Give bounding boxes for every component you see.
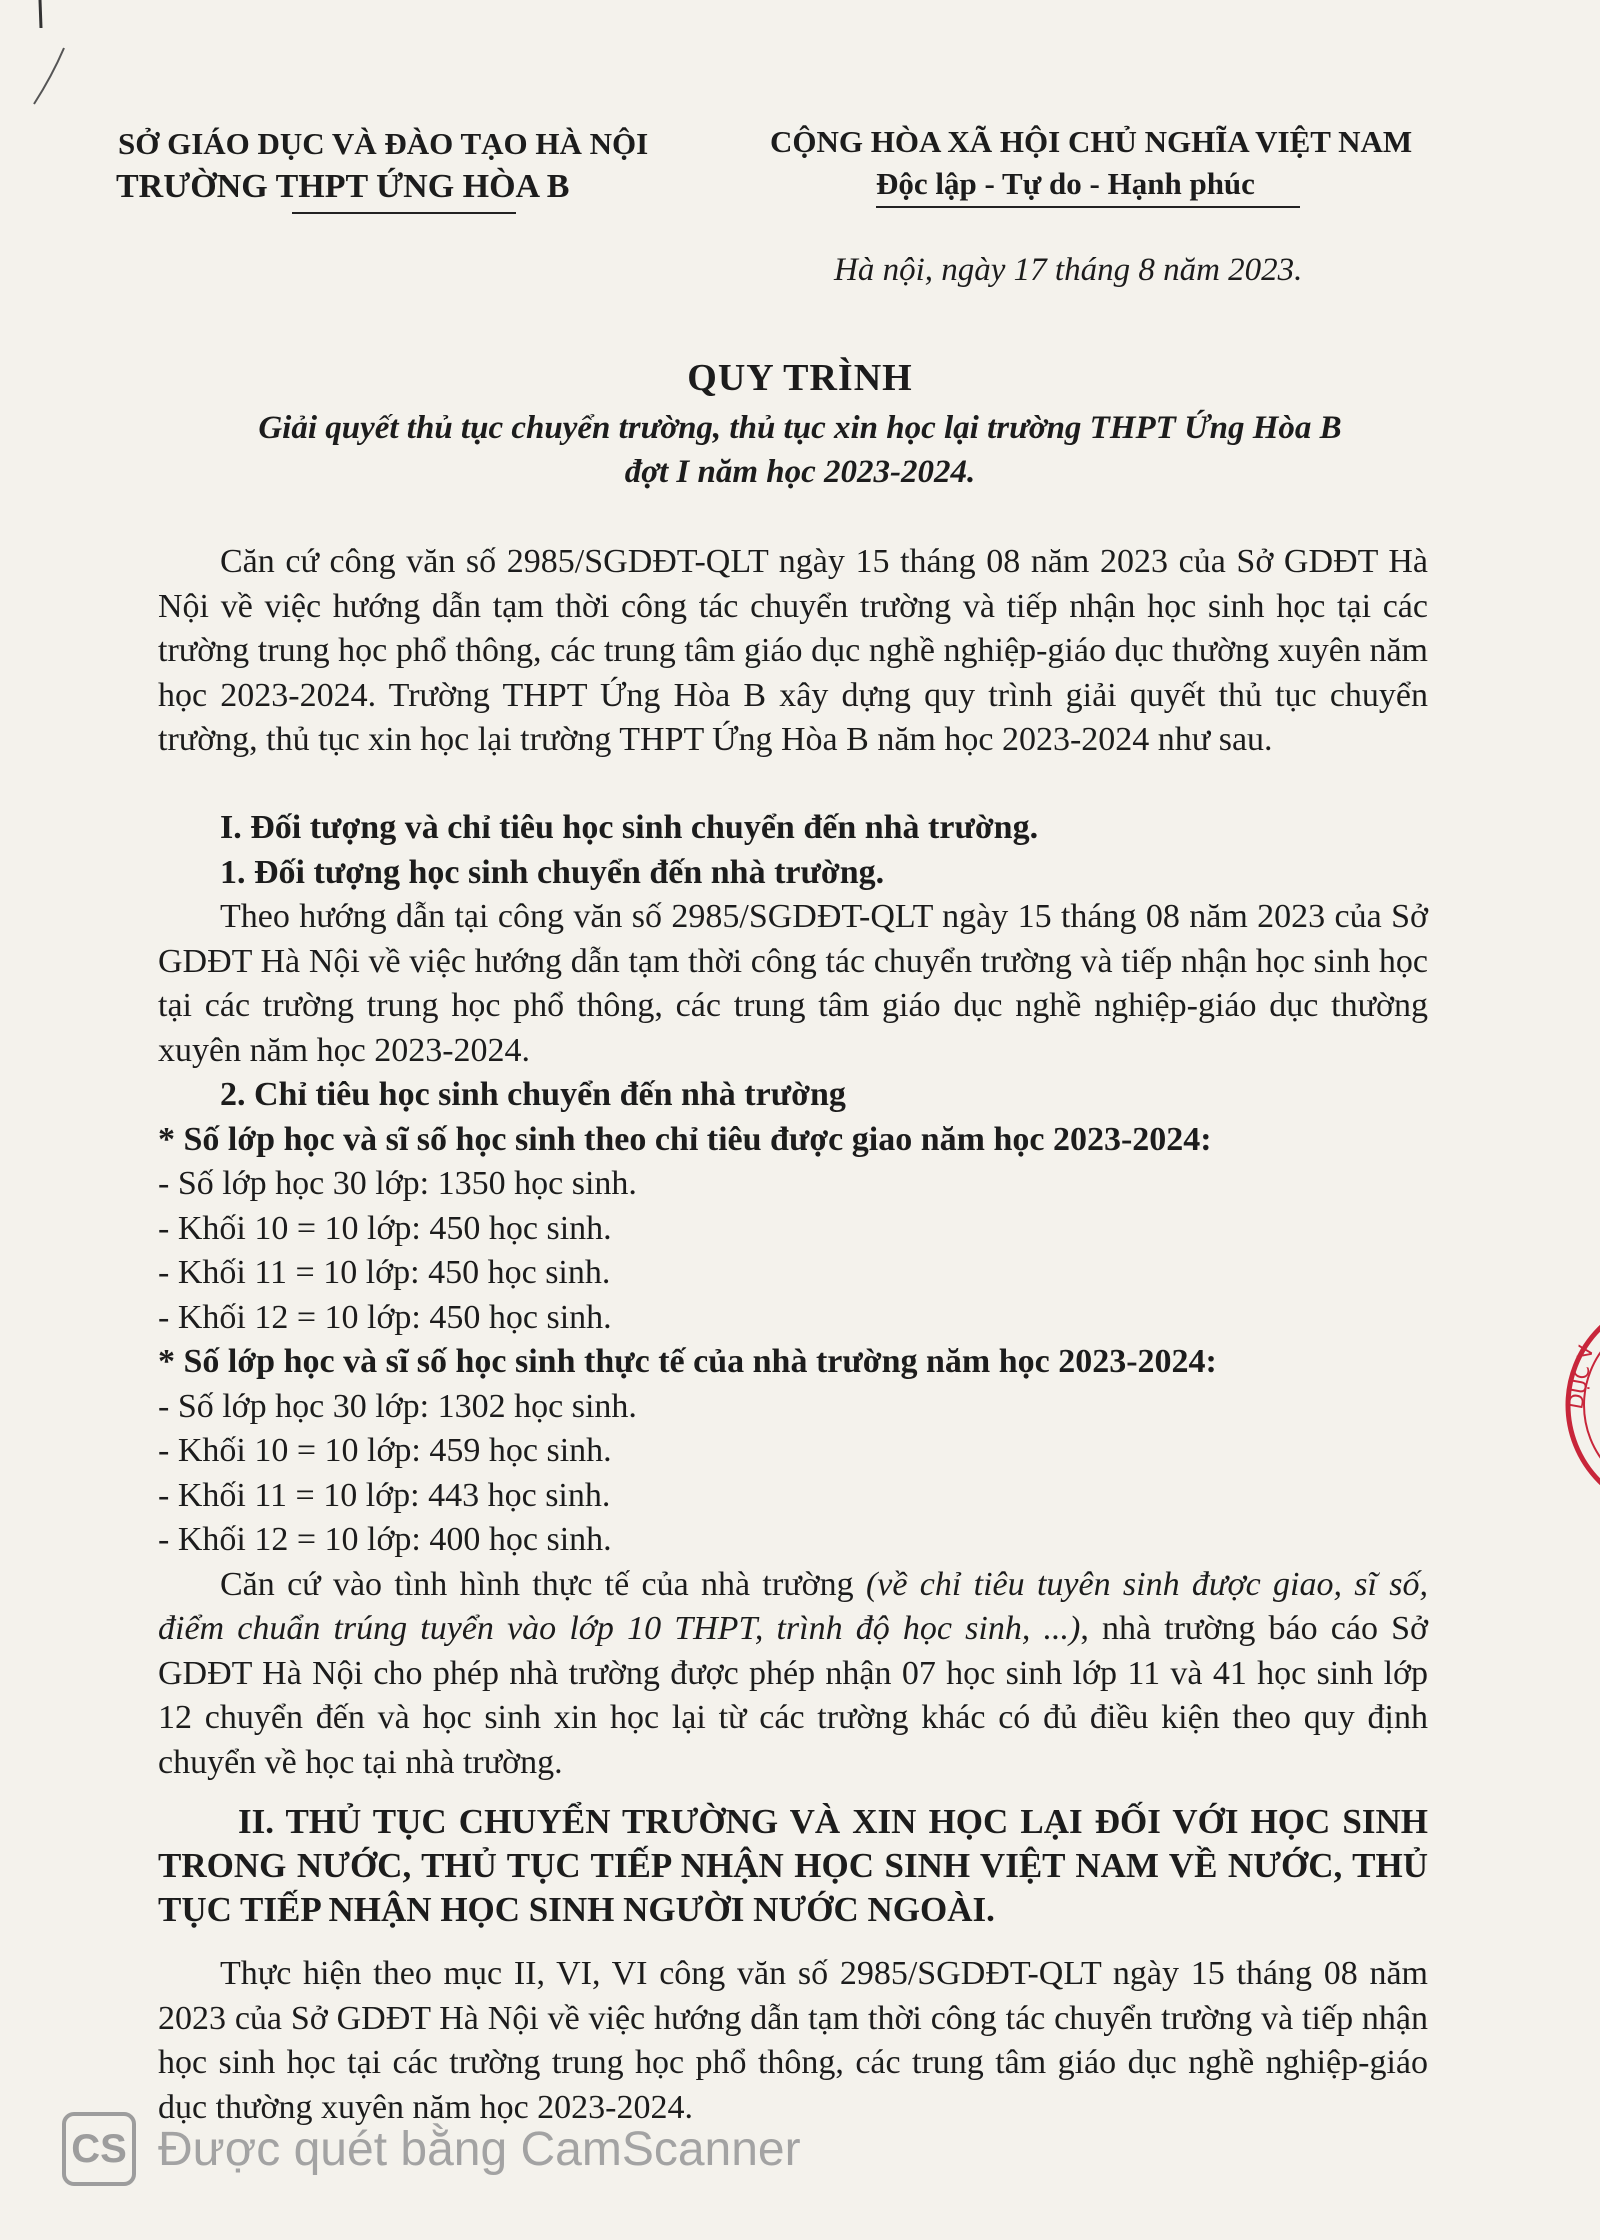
red-seal-stamp	[1556, 1290, 1600, 1520]
actual-item-grade12: - Khối 12 = 10 lớp: 400 học sinh.	[158, 1521, 612, 1558]
assigned-heading: * Số lớp học và sĩ số học sinh theo chỉ tiêu được giao năm học 2023-2024:	[158, 1120, 1212, 1158]
section-1-1-heading: 1. Đối tượng học sinh chuyển đến nhà trường.	[220, 853, 885, 891]
assigned-item-total: - Số lớp học 30 lớp: 1350 học sinh.	[158, 1165, 637, 1202]
document-title: QUY TRÌNH	[687, 357, 913, 399]
issuer-underline	[292, 212, 516, 214]
national-motto: Độc lập - Tự do - Hạnh phúc	[876, 166, 1255, 201]
actual-heading: * Số lớp học và sĩ số học sinh thực tế của nhà trường năm học 2023-2024:	[158, 1343, 1217, 1380]
section-2-heading: II. THỦ TỤC CHUYỂN TRƯỜNG VÀ XIN HỌC LẠI ĐỐI VỚI HỌC SINH TRONG NƯỚC, THỦ TỤC TIẾP NHẬN HỌC SINH VIỆT NAM VỀ NƯỚC, THỦ TỤC TIẾP NHẬN HỌC SINH NGƯỜI NƯỚC NGOÀI.	[158, 1802, 1428, 1929]
actual-item-total: - Số lớp học 30 lớp: 1302 học sinh.	[158, 1387, 637, 1425]
actual-item-grade11: - Khối 11 = 10 lớp: 443 học sinh.	[158, 1476, 611, 1514]
issuer-school: TRƯỜNG THPT ỨNG HÒA B	[116, 168, 570, 205]
conclusion-text-1: Căn cứ vào tình hình thực tế của nhà trường	[220, 1565, 866, 1603]
section-1	[158, 806, 1428, 1785]
national-title: CỘNG HÒA XÃ HỘI CHỦ NGHĨA VIỆT NAM	[770, 124, 1413, 159]
intro-paragraph	[158, 540, 1428, 763]
issuer-department: SỞ GIÁO DỤC VÀ ĐÀO TẠO HÀ NỘI	[118, 126, 649, 161]
stamp-text: DỤC V	[1563, 1343, 1599, 1411]
camscanner-logo-icon: CS	[62, 2112, 136, 2186]
assigned-item-grade10: - Khối 10 = 10 lớp: 450 học sinh.	[158, 1209, 612, 1247]
section-1-2-heading: 2. Chỉ tiêu học sinh chuyển đến nhà trường	[220, 1076, 846, 1113]
document-date: Hà nội, ngày 17 tháng 8 năm 2023.	[834, 252, 1303, 288]
section-2-text: Thực hiện theo mục II, VI, VI công văn số 2985/SGDĐT-QLT ngày 15 tháng 08 năm 2023 của Sở GDĐT Hà Nội về việc hướng dẫn tạm thời công tác chuyển trường và tiếp nhận học sinh học tại các trường trung học phổ thông, các trung tâm giáo dục nghề nghiệp-giáo dục thường xuyên năm học 2023-2024.	[158, 1955, 1428, 2126]
section-2	[158, 1952, 1428, 2130]
section-1-1-text: Theo hướng dẫn tại công văn số 2985/SGDĐT-QLT ngày 15 tháng 08 năm 2023 của Sở GDĐT Hà Nội về việc hướng dẫn tạm thời công tác chuyển trường và tiếp nhận học sinh học tại các trường trung học phổ thông, các trung tâm giáo dục nghề nghiệp-giáo dục thường xuyên năm học 2023-2024.	[158, 898, 1428, 1069]
assigned-item-grade12: - Khối 12 = 10 lớp: 450 học sinh.	[158, 1298, 612, 1336]
motto-underline	[876, 206, 1300, 208]
pen-mark-decoration	[0, 0, 90, 140]
intro-text: Căn cứ công văn số 2985/SGDĐT-QLT ngày 15 tháng 08 năm 2023 của Sở GDĐT Hà Nội về việc hướng dẫn tạm thời công tác chuyển trường và tiếp nhận học sinh học tại các trường trung học phổ thông, các trung tâm giáo dục nghề nghiệp-giáo dục thường xuyên năm học 2023-2024. Trường THPT Ứng Hòa B xây dựng quy trình giải quyết thủ tục chuyển trường, thủ tục xin học lại trường THPT Ứng Hòa B năm học 2023-2024 như sau.	[158, 543, 1428, 758]
document-subtitle-line2: đợt I năm học 2023-2024.	[624, 454, 976, 490]
actual-item-grade10: - Khối 10 = 10 lớp: 459 học sinh.	[158, 1432, 612, 1469]
camscanner-watermark	[62, 2112, 801, 2186]
conclusion-text-italic: (về chỉ tiêu tuyên sinh được giao, sĩ số, điểm chuẩn trúng tuyển vào lớp 10 THPT, trình độ học sinh, ...)	[158, 1565, 1429, 1647]
conclusion-text-2: , nhà trường báo cáo Sở GDĐT Hà Nội cho phép nhà trường được phép nhận 07 học sinh lớp 11 và 41 học sinh lớp 12 chuyển đến và học sinh xin học lại từ các trường khác có đủ điều kiện theo quy định chuyển về học tại nhà trường.	[158, 1610, 1428, 1781]
assigned-item-grade11: - Khối 11 = 10 lớp: 450 học sinh.	[158, 1254, 611, 1291]
camscanner-text: Được quét bằng CamScanner	[158, 2122, 801, 2176]
document-subtitle-line1: Giải quyết thủ tục chuyển trường, thủ tục xin học lại trường THPT Ứng Hòa B	[258, 410, 1342, 446]
section-1-heading: I. Đối tượng và chỉ tiêu học sinh chuyển đến nhà trường.	[220, 809, 1039, 846]
conclusion-paragraph	[158, 1563, 1428, 1786]
